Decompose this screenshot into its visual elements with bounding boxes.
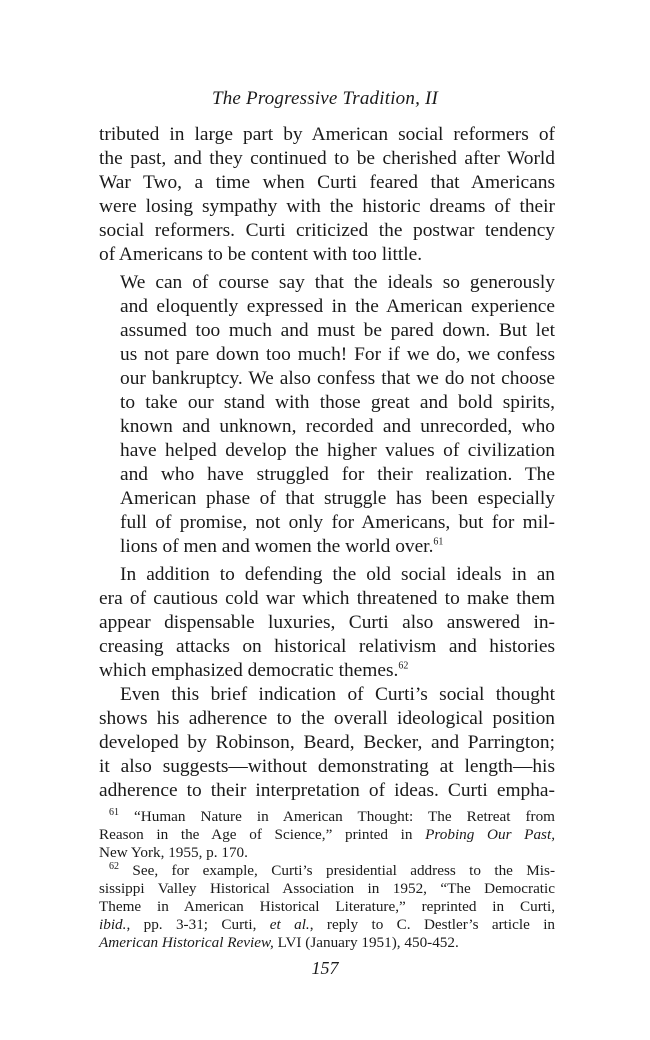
footnote-number: 62 <box>109 860 119 872</box>
footnote-ref-61[interactable]: 61 <box>433 536 444 548</box>
body-line: it also suggests—without demonstrating at length—his <box>99 756 555 777</box>
footnote-62 <box>109 862 555 880</box>
quote-line-text: lions of men and women the world over. <box>120 536 434 557</box>
footnote-line <box>99 916 555 934</box>
body-line: adherence to their interpretation of ideas. Curti empha- <box>99 780 555 801</box>
quote-line: full of promise, not only for Americans, but for mil- <box>120 512 555 533</box>
footnote-text: , reply to C. Destler’s article in <box>309 916 556 933</box>
body-line: shows his adherence to the overall ideological position <box>99 708 555 729</box>
footnote-text: Reason in the Age of Science,” printed in <box>99 826 426 843</box>
body-line <box>99 659 555 683</box>
footnote-ref-62[interactable]: 62 <box>398 660 409 672</box>
footnote-line <box>99 934 555 952</box>
body-line-text: which emphasized democratic themes. <box>99 660 399 681</box>
quote-line: to take our stand with those great and bold spirits, <box>120 392 555 413</box>
footnote-number: 61 <box>109 806 119 818</box>
body-line: era of cautious cold war which threatened to make them <box>99 588 555 609</box>
footnote-text: LVI (January 1951), 450-452. <box>273 934 459 951</box>
quote-line: our bankruptcy. We also confess that we do not choose <box>120 368 555 389</box>
body-line: appear dispensable luxuries, Curti also answered in- <box>99 612 555 633</box>
body-line: In addition to defending the old social ideals in an <box>120 564 555 585</box>
page-number: 157 <box>311 958 339 978</box>
body-line: social reformers. Curti criticized the postwar tendency <box>99 220 555 241</box>
body-line: were losing sympathy with the historic dreams of their <box>99 196 555 217</box>
body-line: of Americans to be content with too little. <box>99 244 423 265</box>
footnote-italic-ibid: ibid. <box>99 916 127 933</box>
footnote-61 <box>109 808 555 826</box>
body-line: War Two, a time when Curti feared that Americans <box>99 172 555 193</box>
quote-line: known and unknown, recorded and unrecorded, who <box>120 416 555 437</box>
footnote-line: sissippi Valley Historical Association in 1952, “The Democratic <box>99 880 555 897</box>
footnote-text: See, for example, Curti’s presidential address to the Mis- <box>132 862 555 879</box>
quote-line: assumed too much and must be pared down. But let <box>120 320 555 341</box>
quote-line: American phase of that struggle has been especially <box>120 488 555 509</box>
quote-line: have helped develop the higher values of civilization <box>120 440 555 461</box>
body-line: developed by Robinson, Beard, Becker, and Parrington; <box>99 732 555 753</box>
body-line: tributed in large part by American social reformers of <box>99 124 555 145</box>
quote-line: and who have struggled for their realization. The <box>120 464 555 485</box>
footnote-line: New York, 1955, p. 170. <box>99 844 248 861</box>
footnote-italic-et-al: et al. <box>269 916 310 933</box>
quote-line: us not pare down too much! For if we do, we confess <box>120 344 555 365</box>
footnote-italic-title: Probing Our Past, <box>425 826 555 843</box>
footnote-text: , pp. 3-31; Curti, <box>126 916 270 933</box>
running-title: The Progressive Tradition, II <box>211 88 439 109</box>
quote-line <box>120 535 555 559</box>
quote-line: and eloquently expressed in the American experience <box>120 296 555 317</box>
body-line: Even this brief indication of Curti’s social thought <box>120 684 555 705</box>
footnote-line <box>99 826 555 844</box>
quote-line: We can of course say that the ideals so generously <box>120 272 555 293</box>
footnote-text: “Human Nature in American Thought: The Retreat from <box>134 808 555 825</box>
body-line: the past, and they continued to be cherished after World <box>99 148 555 169</box>
body-line: creasing attacks on historical relativism and histories <box>99 636 555 657</box>
footnote-italic-journal: American Historical Review, <box>99 934 274 951</box>
footnote-line: Theme in American Historical Literature,” reprinted in Curti, <box>99 898 555 915</box>
